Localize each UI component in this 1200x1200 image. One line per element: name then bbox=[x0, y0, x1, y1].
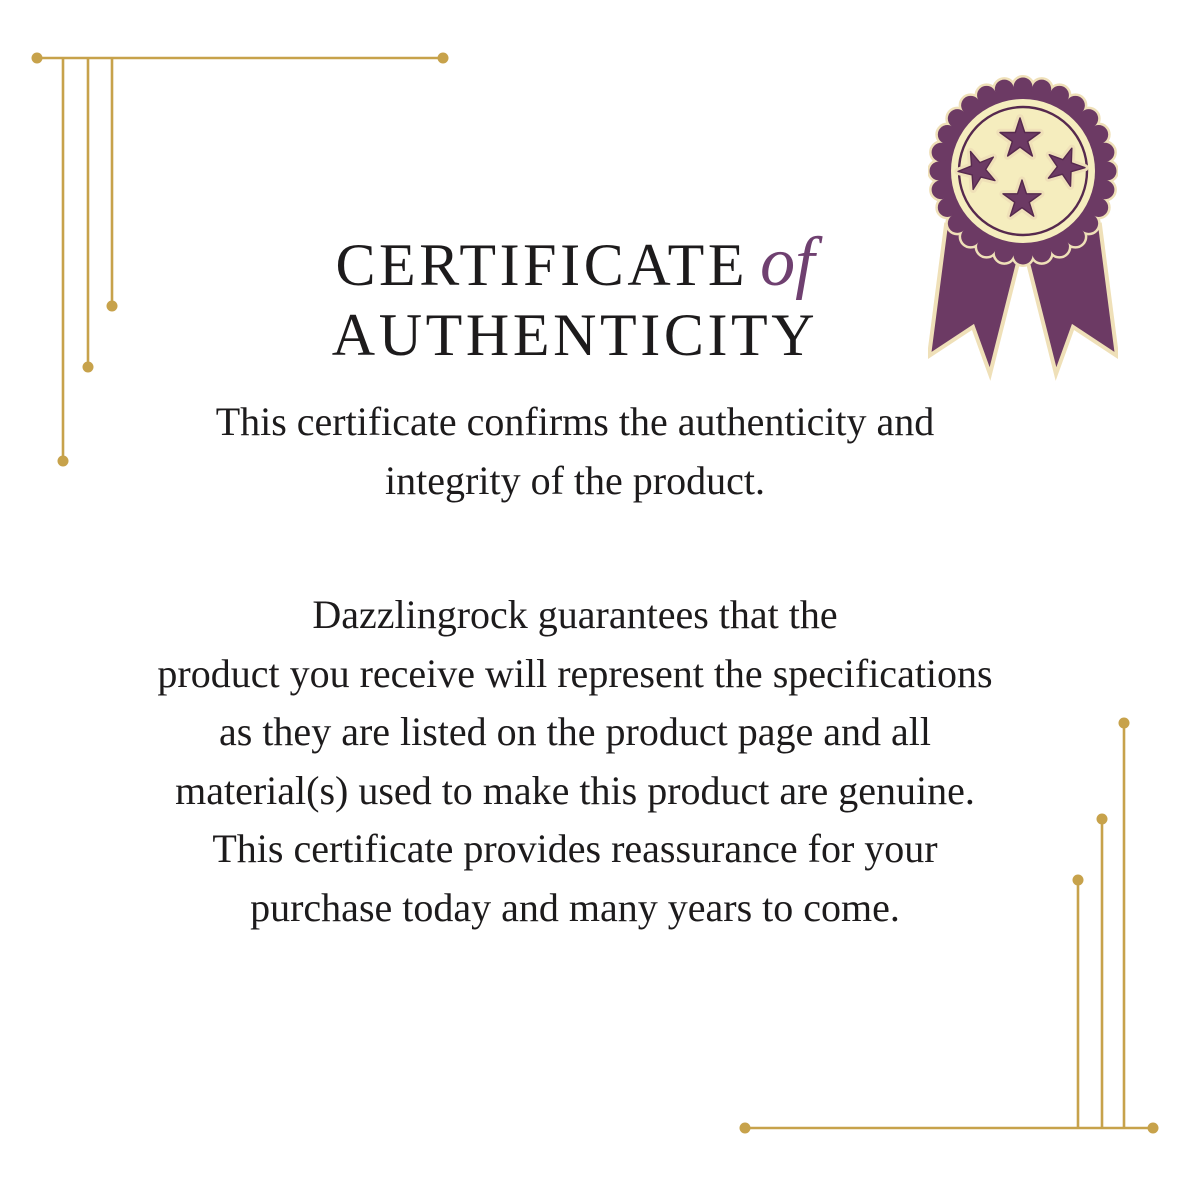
body-line: This certificate provides reassurance for your bbox=[212, 826, 938, 871]
title-word-certificate: CERTIFICATE bbox=[335, 232, 749, 298]
page-title bbox=[0, 0, 1175, 370]
body-line: as they are listed on the product page and all bbox=[219, 709, 931, 754]
title-line-1 bbox=[0, 224, 1175, 301]
subtitle-line: This certificate confirms the authenticity and bbox=[215, 399, 935, 444]
guarantee-paragraph bbox=[0, 586, 1175, 937]
body-line: material(s) used to make this product are genuine. bbox=[175, 767, 975, 813]
subtitle-line: integrity of the product. bbox=[385, 458, 765, 503]
body-line: product you receive will represent the specifications bbox=[157, 650, 993, 696]
title-line-2: AUTHENTICITY bbox=[331, 302, 819, 368]
body-line: purchase today and many years to come. bbox=[250, 884, 900, 930]
subtitle bbox=[0, 392, 1175, 510]
title-word-of: of bbox=[760, 224, 815, 301]
body-line: Dazzlingrock guarantees that the bbox=[312, 592, 838, 637]
